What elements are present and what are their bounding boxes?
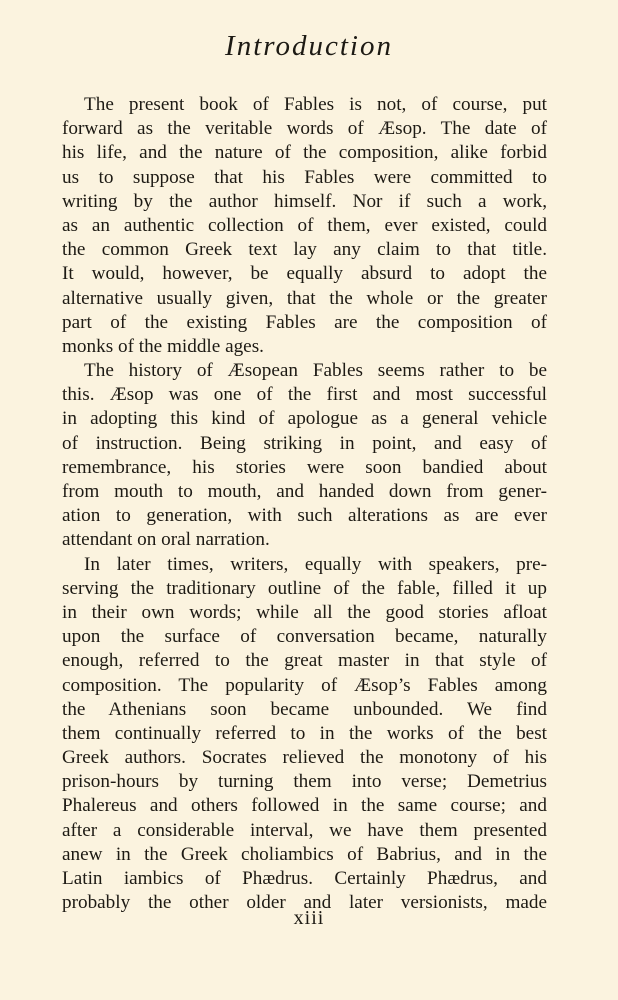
text-line: us to suppose that his Fables were committed to xyxy=(62,166,547,188)
text-line: In later times, writers, equally with speakers, pre- xyxy=(84,553,547,575)
text-line: enough, referred to the great master in that style of xyxy=(62,650,547,672)
text-line: probably the other older and later versionists, made xyxy=(62,892,547,914)
text-line: It would, however, be equally absurd to adopt the xyxy=(62,263,547,285)
text-line: in their own words; while all the good stories afloat xyxy=(62,601,547,623)
page-title: Introduction xyxy=(225,30,393,62)
text-line: Phalereus and others followed in the same course; and xyxy=(62,795,547,817)
text-line: them continually referred to in the works of the best xyxy=(62,722,547,744)
text-line: after a considerable interval, we have them presented xyxy=(62,819,547,841)
text-line: attendant on oral narration. xyxy=(62,529,270,551)
text-line: his life, and the nature of the composition, alike forbid xyxy=(62,142,547,164)
text-line: from mouth to mouth, and handed down from gener- xyxy=(62,481,547,502)
text-line: the common Greek text lay any claim to that title. xyxy=(62,239,547,261)
text-line: composition. The popularity of Æsop’s Fables among xyxy=(62,674,547,696)
text-line: The history of Æsopean Fables seems rather to be xyxy=(84,360,547,382)
text-line: prison-hours by turning them into verse; Demetrius xyxy=(62,771,547,793)
text-line: ation to generation, with such alterations as are ever xyxy=(62,505,547,527)
text-line: Greek authors. Socrates relieved the monotony of his xyxy=(62,747,547,769)
text-line: of instruction. Being striking in point, and easy of xyxy=(62,432,547,454)
text-line: Latin iambics of Phædrus. Certainly Phædrus, and xyxy=(62,868,547,889)
text-line: serving the traditionary outline of the fable, filled it up xyxy=(62,577,547,599)
text-line: anew in the Greek choliambics of Babrius, and in the xyxy=(62,843,547,865)
text-line: alternative usually given, that the whole or the greater xyxy=(62,287,547,309)
paragraph-2 xyxy=(62,359,547,553)
text-line: part of the existing Fables are the composition of xyxy=(62,311,547,333)
text-line: in adopting this kind of apologue as a general vehicle xyxy=(62,408,547,430)
text-line: this. Æsop was one of the first and most successful xyxy=(62,384,547,406)
text-line: upon the surface of conversation became, naturally xyxy=(62,626,547,648)
text-line: the Athenians soon became unbounded. We find xyxy=(62,698,547,720)
text-line: The present book of Fables is not, of course, put xyxy=(84,94,547,115)
paragraph-3 xyxy=(62,553,547,916)
text-line: as an authentic collection of them, ever existed, could xyxy=(62,214,547,236)
text-line: forward as the veritable words of Æsop. The date of xyxy=(62,118,547,140)
text-line: monks of the middle ages. xyxy=(62,335,264,357)
paragraph-1 xyxy=(62,93,547,359)
page-number: xiii xyxy=(293,907,325,929)
text-line: writing by the author himself. Nor if such a work, xyxy=(62,190,547,212)
introduction-text xyxy=(62,93,547,915)
text-line: remembrance, his stories were soon bandied about xyxy=(62,456,547,478)
